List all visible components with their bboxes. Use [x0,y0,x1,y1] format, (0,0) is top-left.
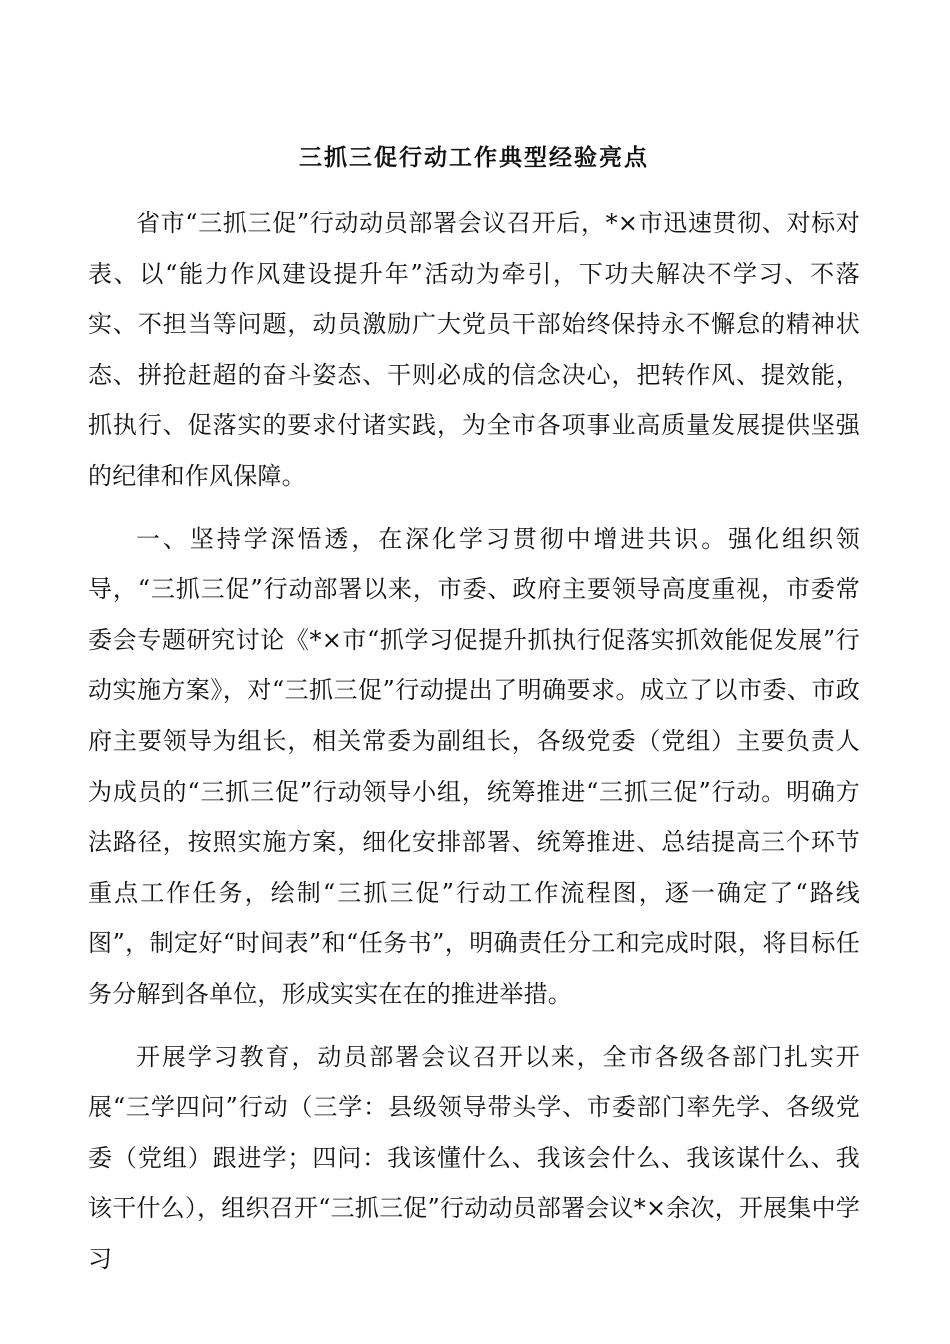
paragraph-section-one: 一、坚持学深悟透，在深化学习贯彻中增进共识。强化组织领导，“三抓三促”行动部署以来，市委、政府主要领导高度重视，市委常委会专题研究讨论《*×市“抓学习促提升抓执行促落实抓效能促发展”行动实施方案》，对“三抓三促”行动提出了明确要求。成立了以市委、市政府主要领导为组长，相关常委为副组长，各级党委（党组）主要负责人为成员的“三抓三促”行动领导小组，统筹推进“三抓三促”行动。明确方法路径，按照实施方案，细化安排部署、统筹推进、总结提高三个环节重点工作任务，绘制“三抓三促”行动工作流程图，逐一确定了“路线图”，制定好“时间表”和“任务书”，明确责任分工和完成时限，将目标任务分解到各单位，形成实实在在的推进举措。 [88,524,860,1008]
document-title: 三抓三促行动工作典型经验亮点 [299,144,649,171]
paragraph-intro: 省市“三抓三促”行动动员部署会议召开后，*×市迅速贯彻、对标对表、以“能力作风建设提升年”活动为牵引，下功夫解决不学习、不落实、不担当等问题，动员激励广大党员干部始终保持永不懈怠的精神状态、拼抢赶超的奋斗姿态、干则必成的信念决心，把转作风、提效能，抓执行、促落实的要求付诸实践，为全市各项事业高质量发展提供坚强的纪律和作风保障。 [88,209,860,490]
document-page [88,134,860,1296]
paragraph-study-education: 开展学习教育，动员部署会议召开以来，全市各级各部门扎实开展“三学四问”行动（三学：县级领导带头学、市委部门率先学、各级党委（党组）跟进学；四问：我该懂什么、我该会什么、我该谋什么、我该干什么），组织召开“三抓三促”行动动员部署会议*×余次，开展集中学习 [88,1042,860,1273]
